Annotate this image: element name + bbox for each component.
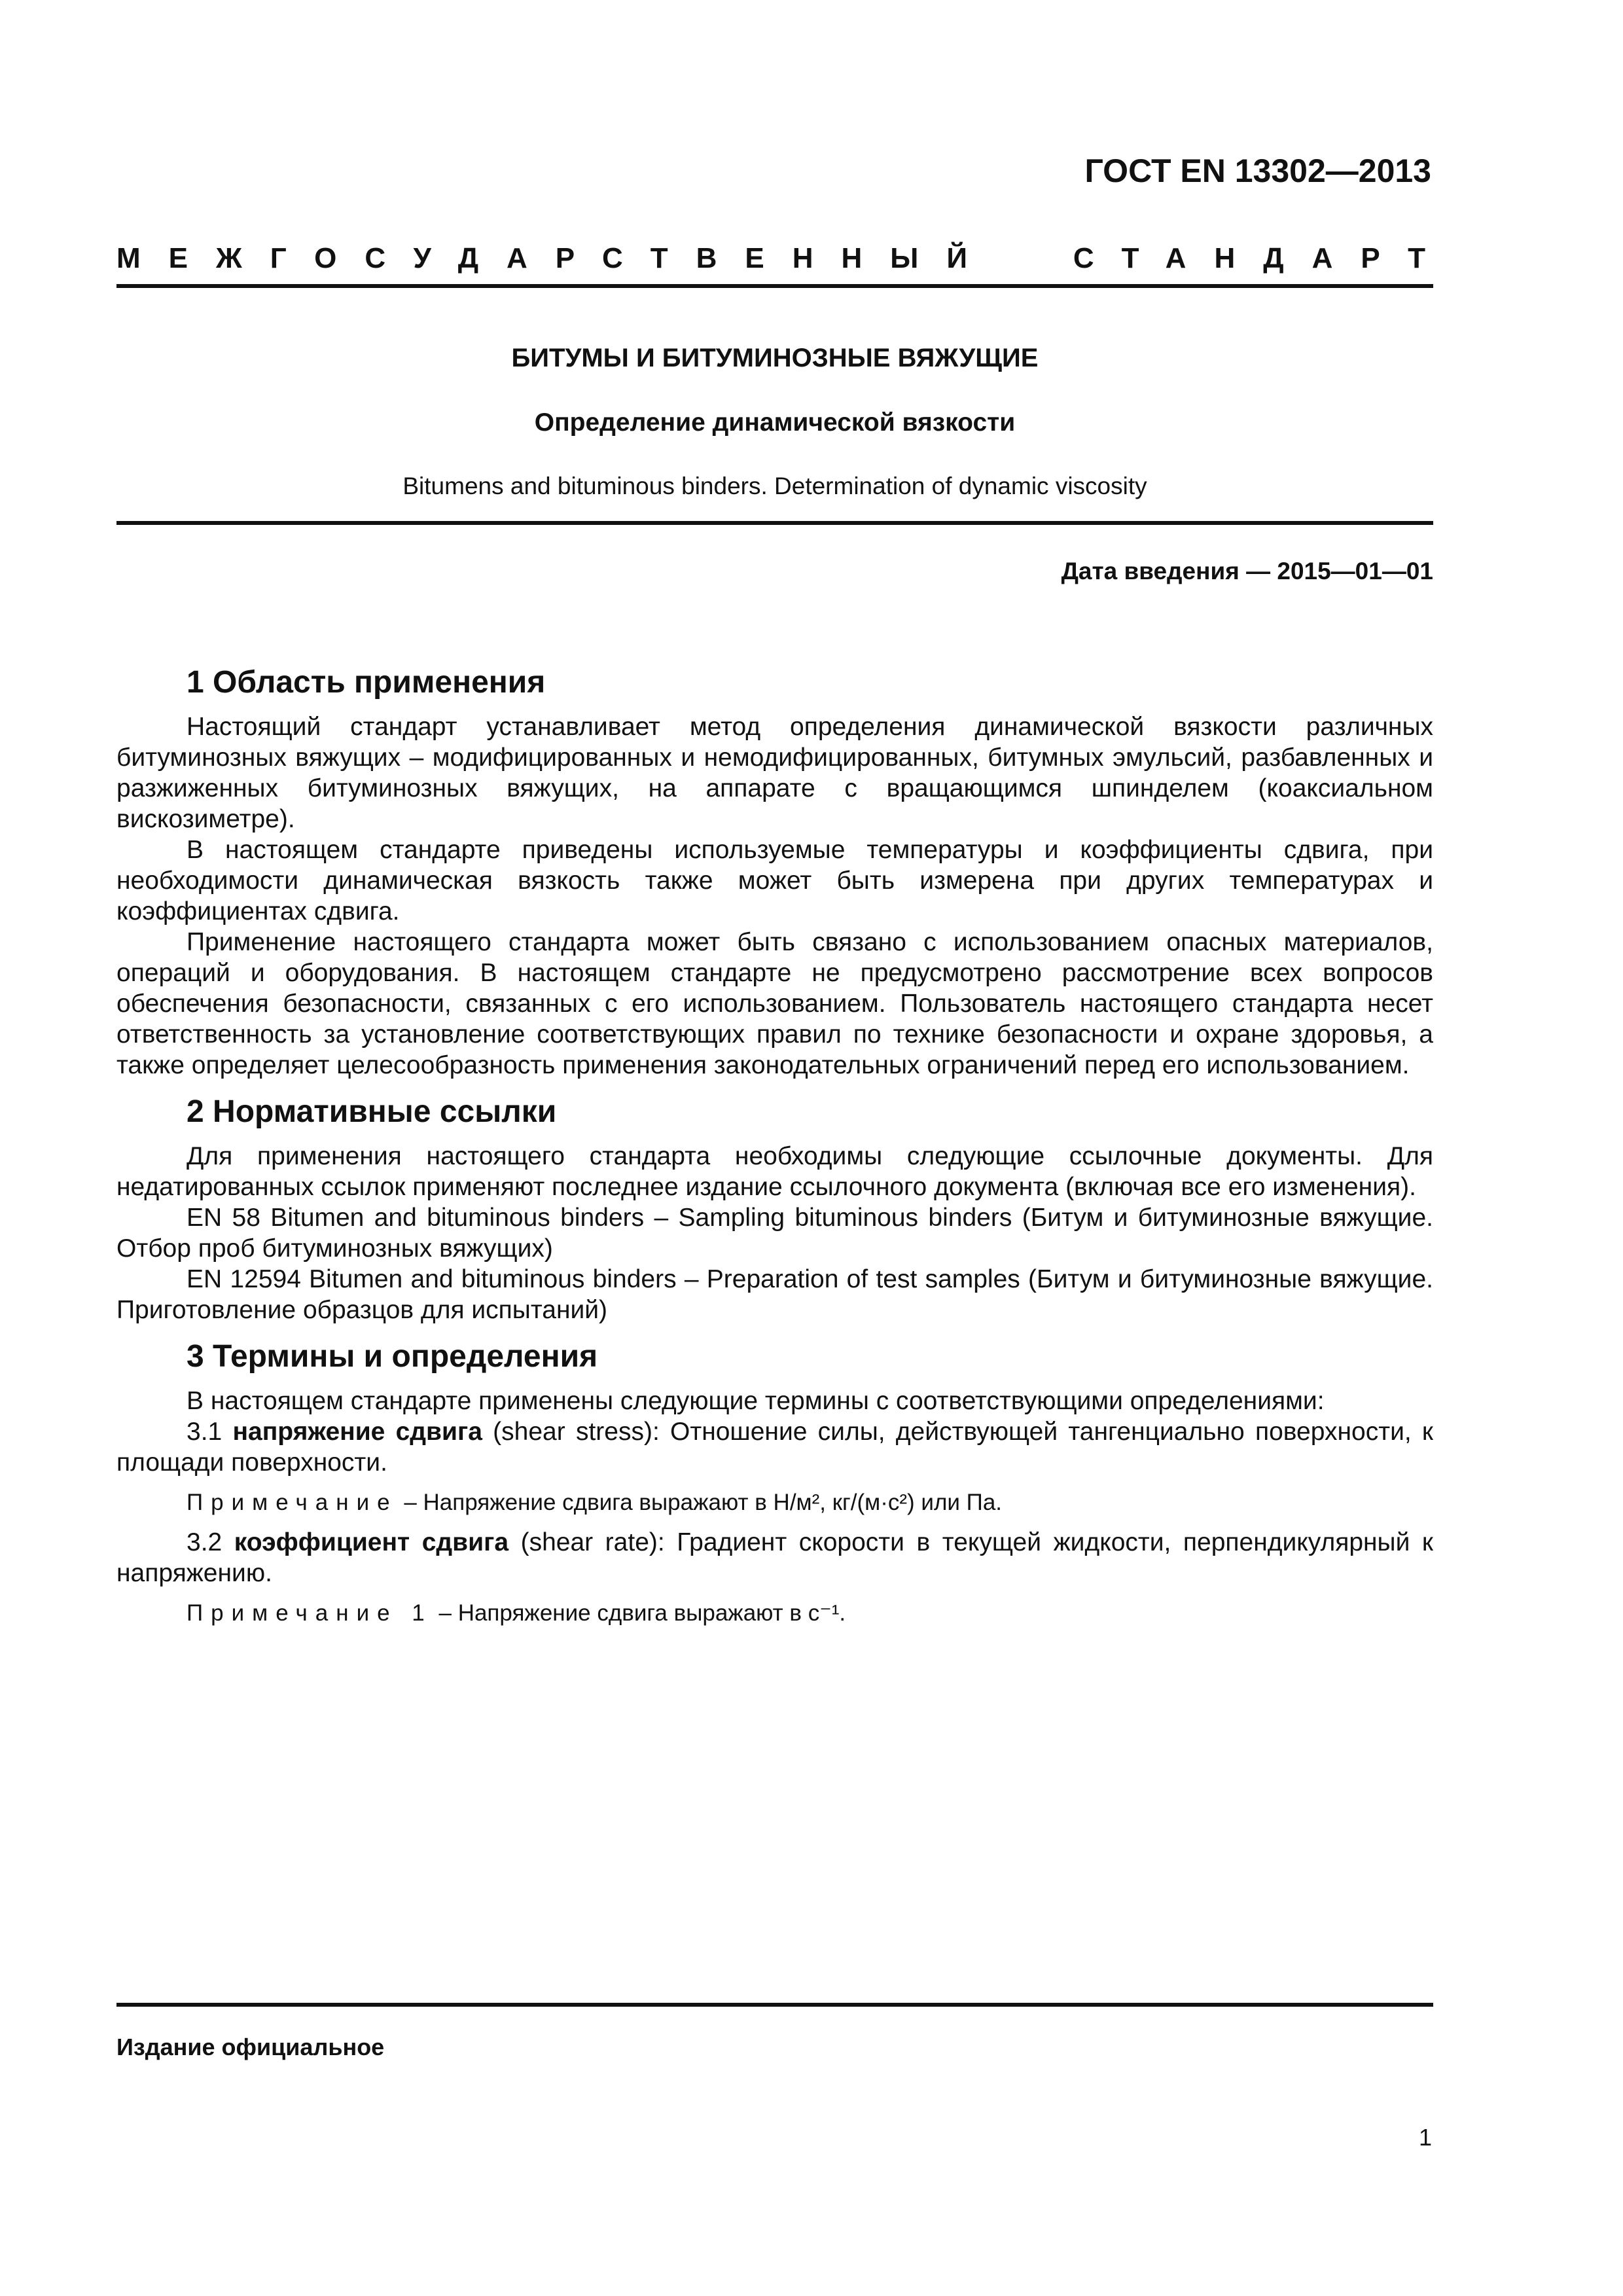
official-edition-label: Издание официальное bbox=[116, 2034, 385, 2060]
term-name: коэффициент сдвига bbox=[234, 1528, 509, 1556]
section-heading: 2 Нормативные ссылки bbox=[187, 1094, 557, 1129]
document-body bbox=[116, 664, 1433, 1638]
section-heading: 3 Термины и определения bbox=[187, 1339, 598, 1374]
term-number: 3.1 bbox=[187, 1418, 233, 1446]
paragraph: Для применения настоящего стандарта необходимы следующие ссылочные документы. Для недатированных ссылок применяют последнее издание ссылочного документа (включая все его изменения). bbox=[116, 1142, 1433, 1201]
title-rule bbox=[116, 521, 1433, 525]
reference-item: EN 58 Bitumen and bituminous binders – Sampling bituminous binders (Битум и битуминозные вяжущие. Отбор проб битуминозных вяжущих) bbox=[116, 1204, 1433, 1263]
interstate-standard-banner bbox=[116, 242, 1454, 275]
section-normative-references bbox=[116, 1094, 1433, 1325]
note-label: Примечание 1 bbox=[187, 1600, 433, 1626]
term-number: 3.2 bbox=[187, 1528, 234, 1556]
paragraph: В настоящем стандарте приведены используемые температуры и коэффициенты сдвига, при необходимости динамическая вязкость также может быть измерена при других температурах и коэффициентах сдвига. bbox=[116, 836, 1433, 925]
section-scope bbox=[116, 664, 1433, 1081]
paragraph: Применение настоящего стандарта может быть связано с использованием опасных материалов, операций и оборудования. В настоящем стандарте не предусмотрено рассмотрение всех вопросов обеспечения безопасности, связанных с его использованием. Пользователь настоящего стандарта несет ответственность за установление соответствующих правил по технике безопасности и охране здоровья, а также определяет целесообразность применения законодательных ограничений перед его использованием. bbox=[116, 928, 1433, 1079]
document-code: ГОСТ EN 13302—2013 bbox=[1084, 152, 1431, 189]
note bbox=[116, 1487, 1433, 1518]
standard-word: СТАНДАРТ bbox=[1073, 242, 1454, 274]
note bbox=[116, 1598, 1433, 1628]
interstate-word: МЕЖГОСУДАРСТВЕННЫЙ bbox=[116, 242, 995, 274]
page-number: 1 bbox=[1418, 2124, 1432, 2151]
document-title: БИТУМЫ И БИТУМИНОЗНЫЕ ВЯЖУЩИЕ bbox=[511, 344, 1039, 372]
header-rule bbox=[116, 284, 1433, 288]
term-name: напряжение сдвига bbox=[232, 1418, 482, 1446]
reference-item: EN 12594 Bitumen and bituminous binders – Preparation of test samples (Битум и битуминозные вяжущие. Приготовление образцов для испытаний) bbox=[116, 1265, 1433, 1324]
introduction-date: Дата введения — 2015—01—01 bbox=[1061, 558, 1433, 584]
footer-rule bbox=[116, 2003, 1433, 2007]
english-title: Bitumens and bituminous binders. Determination of dynamic viscosity bbox=[402, 473, 1147, 499]
note-text: – Напряжение сдвига выражают в Н/м², кг/(м·с²) или Па. bbox=[397, 1490, 1003, 1515]
paragraph: В настоящем стандарте применены следующие термины с соответствующими определениями: bbox=[187, 1387, 1325, 1415]
paragraph: Настоящий стандарт устанавливает метод определения динамической вязкости различных битуминозных вяжущих – модифицированных и немодифицированных, битумных эмульсий, разбавленных и разжиженных битуминозных вяжущих, на аппарате с вращающимся шпинделем (коаксиальном вискозиметре). bbox=[116, 713, 1433, 833]
document-subtitle: Определение динамической вязкости bbox=[534, 408, 1016, 437]
term-text: (shear rate): Градиент скорости в текущей жидкости, перпендикулярный к напряжению. bbox=[116, 1528, 1433, 1587]
note-text: – Напряжение сдвига выражают в с⁻¹. bbox=[432, 1600, 846, 1626]
section-heading: 1 Область применения bbox=[187, 665, 546, 700]
term-definition bbox=[116, 1527, 1433, 1588]
term-definition bbox=[116, 1416, 1433, 1478]
note-label: Примечание bbox=[187, 1490, 398, 1515]
term-text: (shear stress): Отношение силы, действующей тангенциально поверхности, к площади поверхности. bbox=[116, 1418, 1433, 1477]
section-terms bbox=[116, 1338, 1433, 1628]
